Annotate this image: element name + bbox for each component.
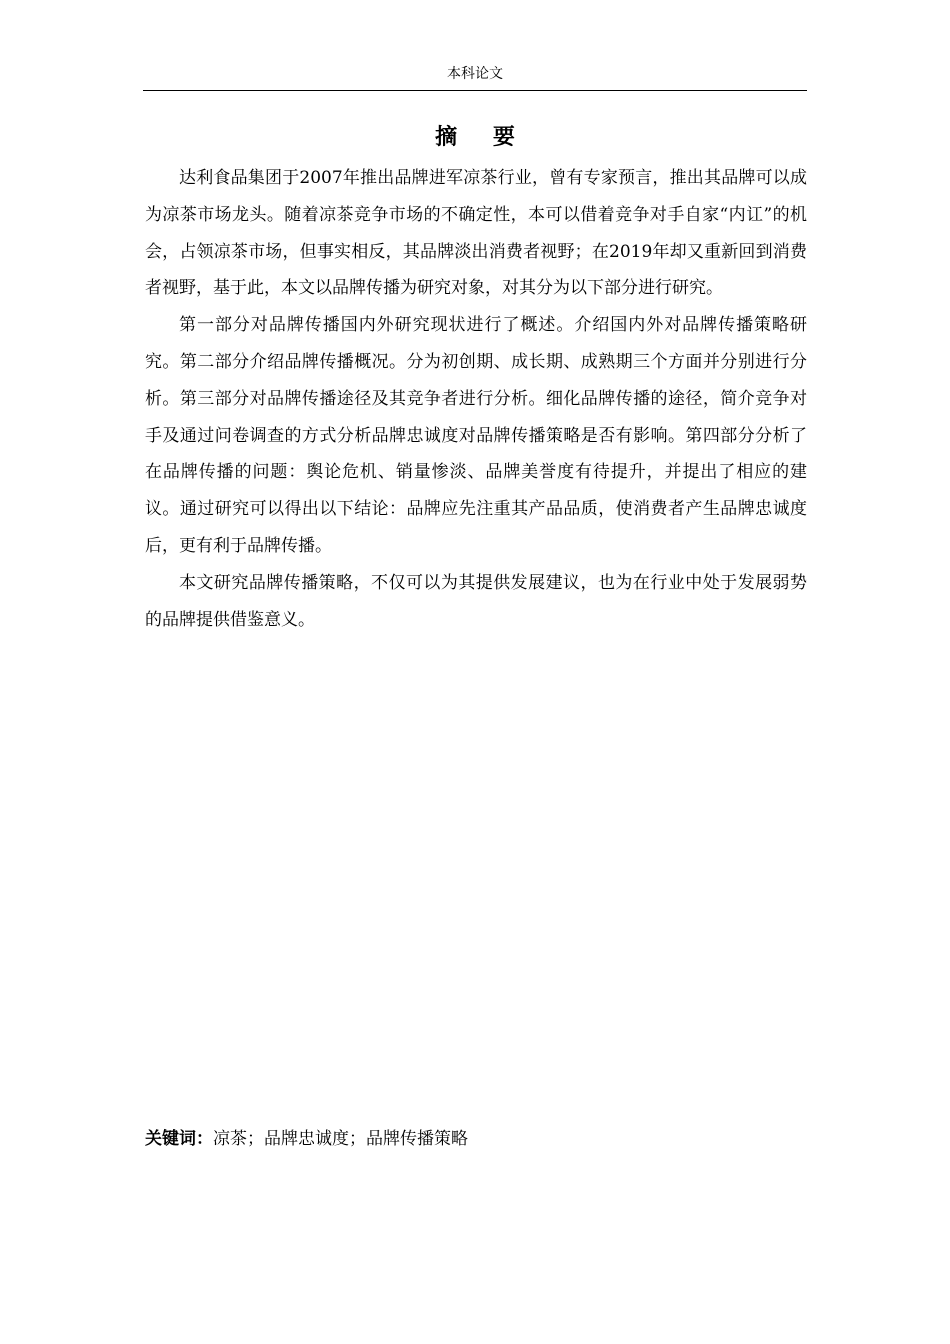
abstract-paragraph-1: 达利食品集团于2007年推出品牌进军凉茶行业，曾有专家预言，推出其品牌可以成为凉茶市场龙头。随着凉茶竞争市场的不确定性，本可以借着竞争对手自家“内讧”的机会，占领凉茶市场，但事实相反，其品牌淡出消费者视野；在2019年却又重新回到消费者视野，基于此，本文以品牌传播为研究对象，对其分为以下部分进行研究。 (145, 168, 807, 299)
keywords-label: 关键词： (145, 1129, 213, 1149)
abstract-paragraph-3: 本文研究品牌传播策略，不仅可以为其提供发展建议，也为在行业中处于发展弱势的品牌提供借鉴意义。 (145, 572, 807, 630)
abstract-paragraph-2: 第一部分对品牌传播国内外研究现状进行了概述。介绍国内外对品牌传播策略研究。第二部分介绍品牌传播概况。分为初创期、成长期、成熟期三个方面并分别进行分析。第三部分对品牌传播途径及其竞争者进行分析。细化品牌传播的途径，简介竞争对手及通过问卷调查的方式分析品牌忠诚度对品牌传播策略是否有影响。第四部分分析了在品牌传播的问题：舆论危机、销量惨淡、品牌美誉度有待提升，并提出了相应的建议。通过研究可以得出以下结论：品牌应先注重其产品品质，使消费者产生品牌忠诚度后，更有利于品牌传播。 (145, 315, 807, 556)
keywords-value: 凉茶；品牌忠诚度；品牌传播策略 (213, 1129, 468, 1149)
abstract-title: 摘 要 (435, 125, 529, 150)
page-header: 本科论文 (447, 66, 503, 82)
abstract-body (145, 160, 807, 638)
header-divider (143, 90, 807, 91)
keywords-line (145, 1124, 807, 1154)
